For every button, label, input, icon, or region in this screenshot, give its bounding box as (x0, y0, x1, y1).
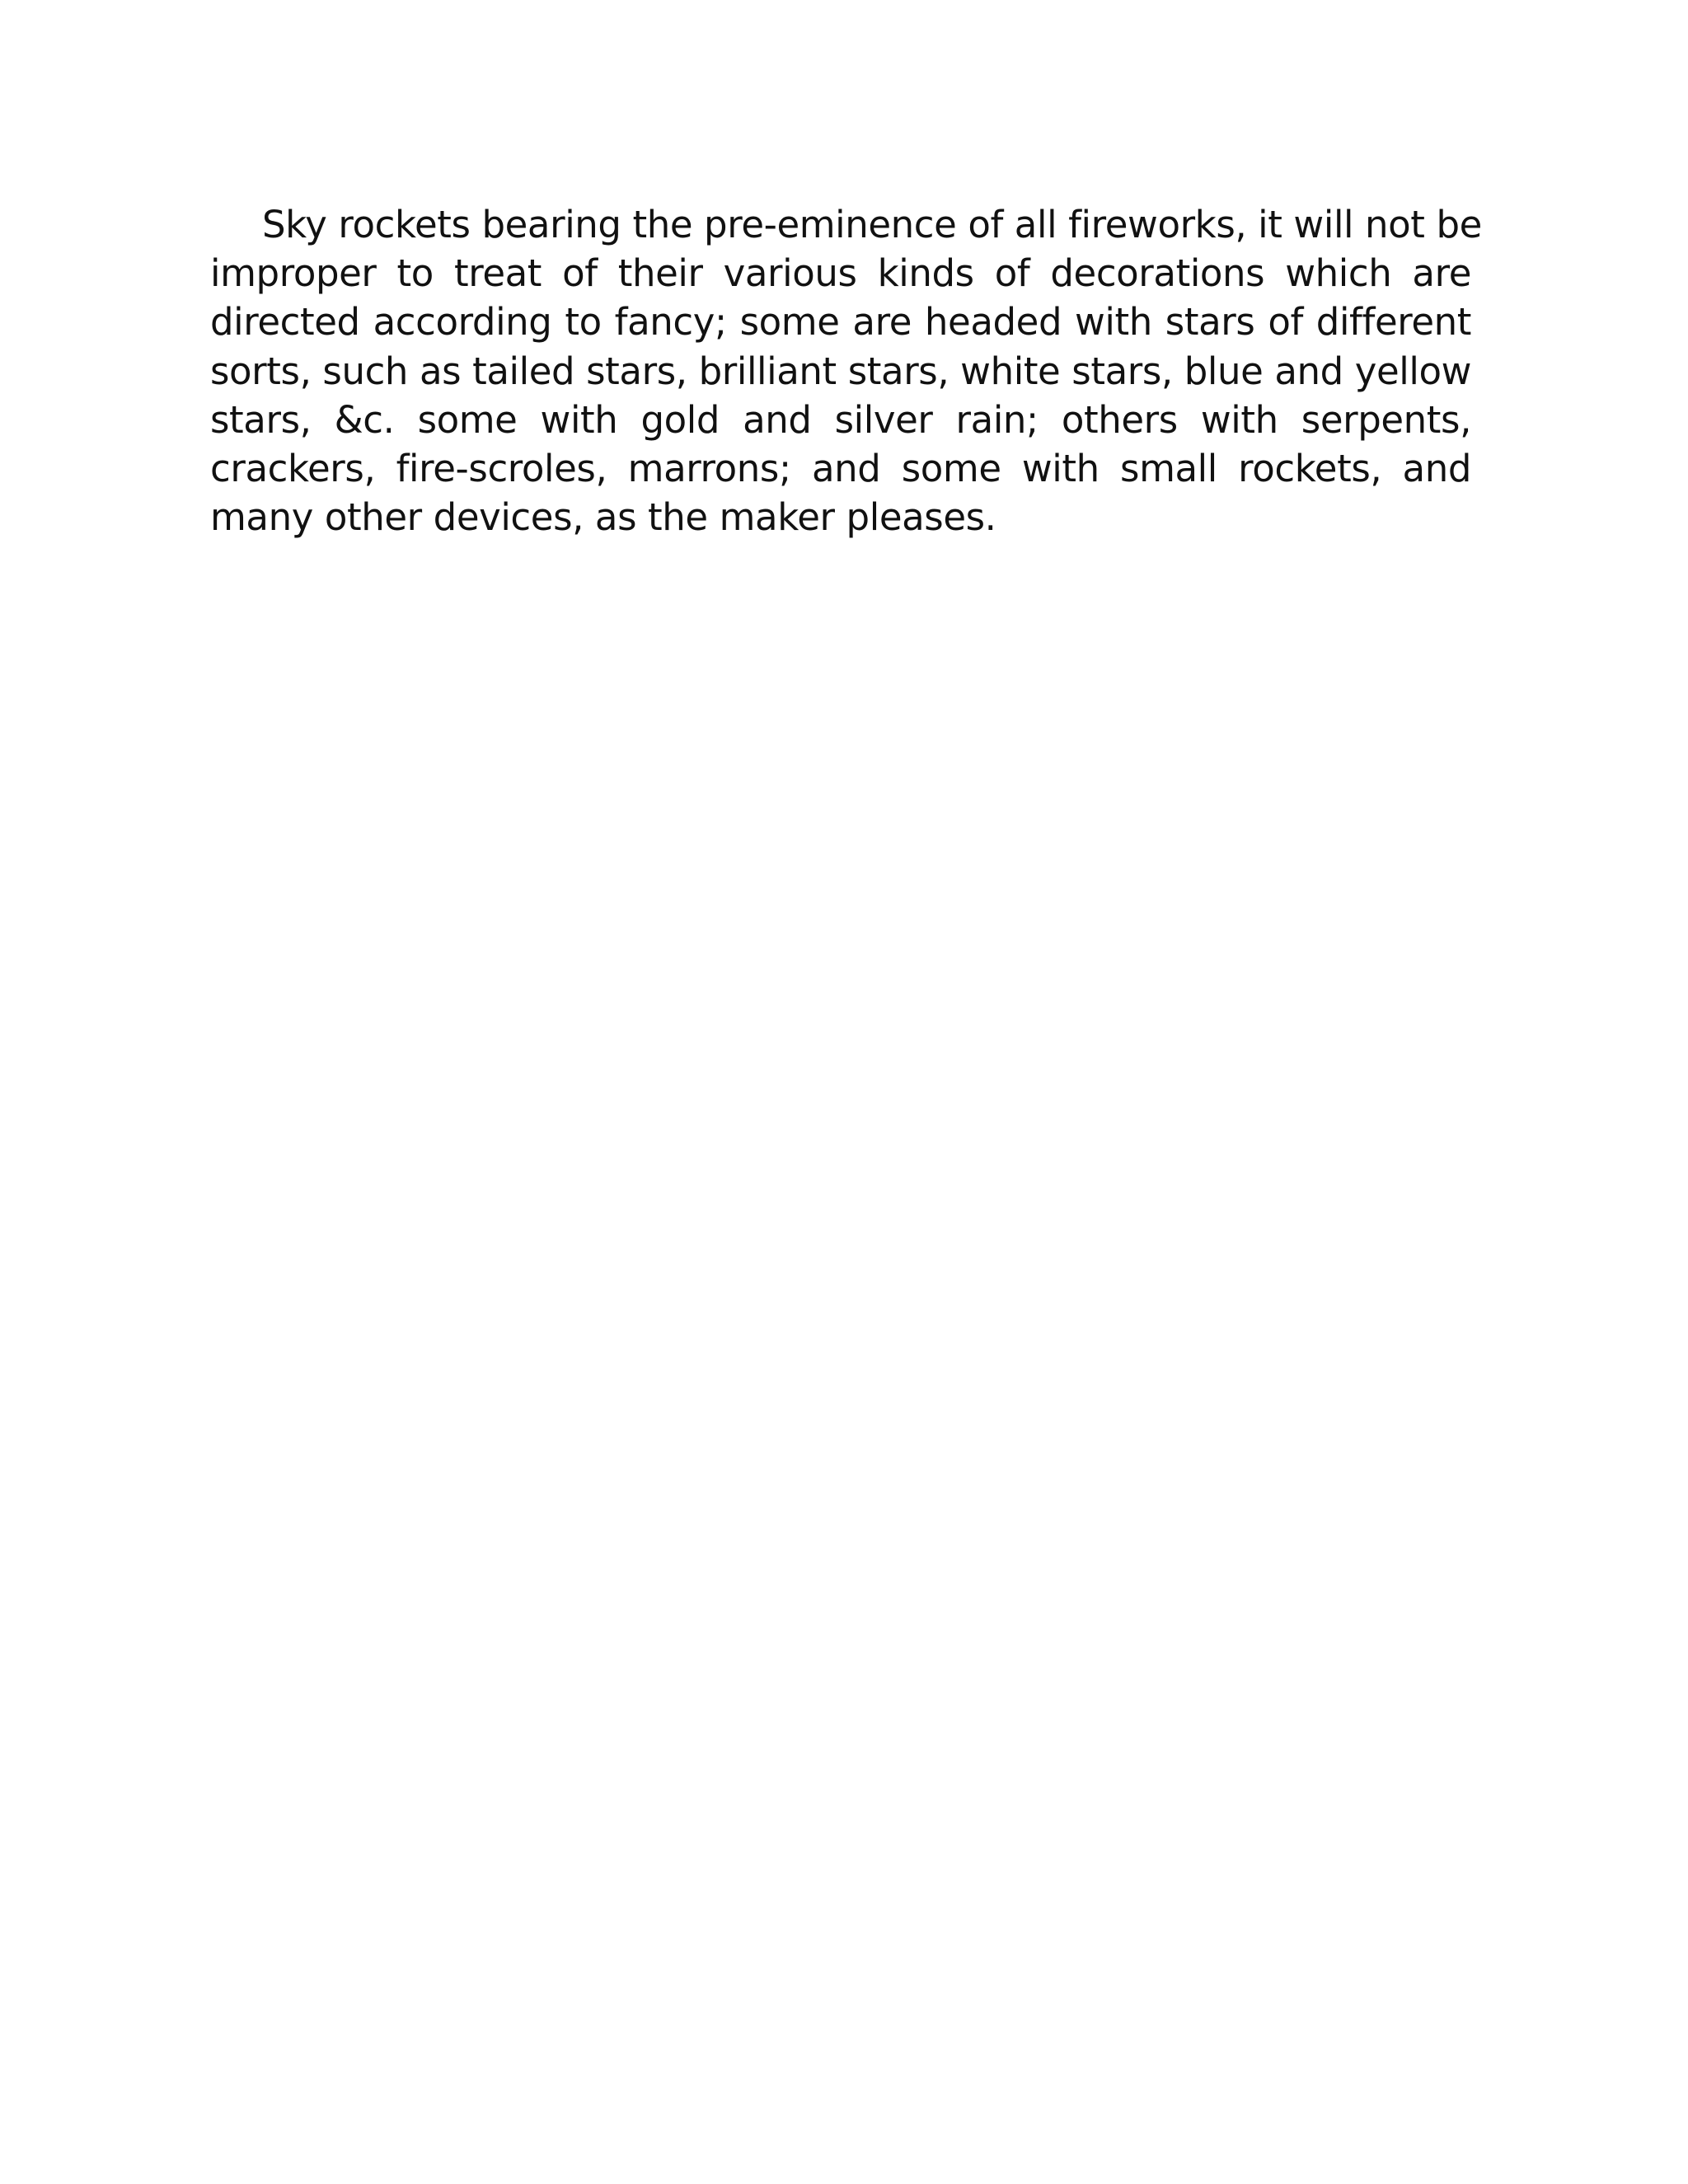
paragraph-line: stars, &c. some with gold and silver rain; others with serpents, (210, 397, 1471, 442)
paragraph-line: Sky rockets bearing the pre-eminence of all fireworks, it will not be (262, 203, 1482, 246)
body-paragraph (210, 200, 1482, 541)
paragraph-line: directed according to fancy; some are headed with stars of different (210, 300, 1471, 344)
paragraph-line: many other devices, as the maker pleases. (210, 495, 996, 540)
paragraph-line: crackers, fire-scroles, marrons; and some with small rockets, and (210, 446, 1471, 490)
paragraph-line: sorts, such as tailed stars, brilliant stars, white stars, blue and yellow (210, 349, 1471, 393)
paragraph-line: improper to treat of their various kinds of decorations which are (210, 251, 1471, 296)
